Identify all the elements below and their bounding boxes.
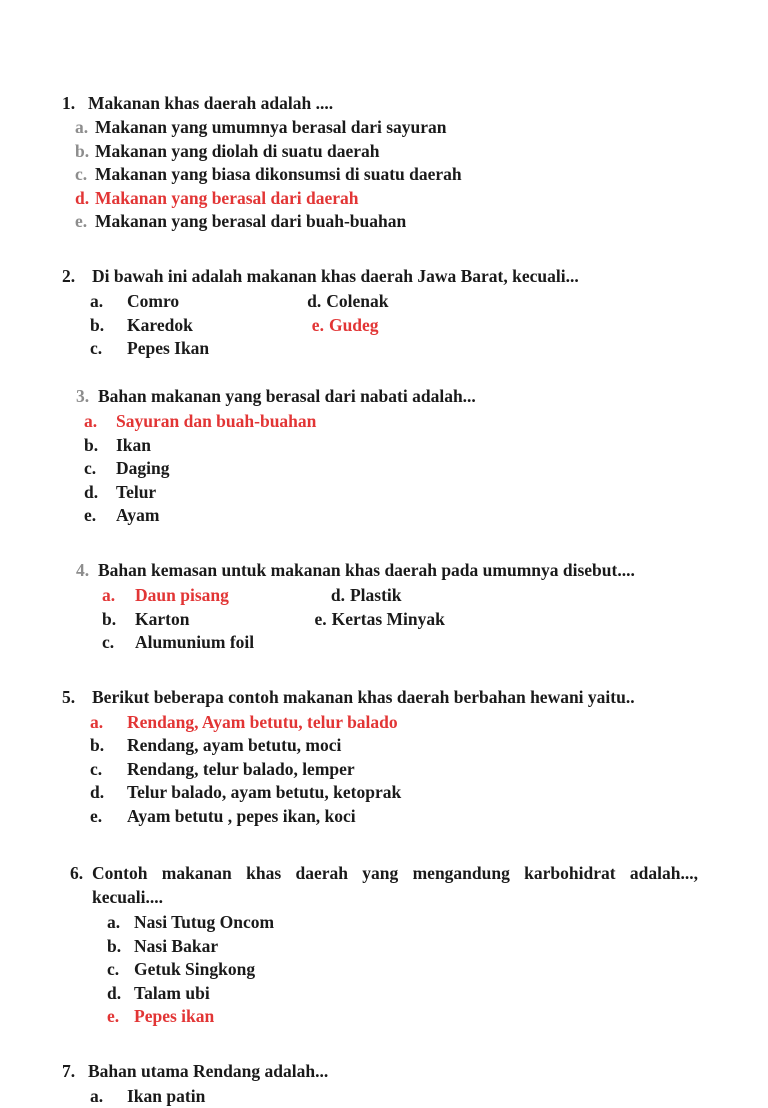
option-letter: b. [84, 434, 99, 455]
question-1-number: 1. [62, 93, 76, 113]
option-row[interactable] [84, 481, 698, 505]
option-row-selected[interactable] [75, 187, 698, 211]
question-block-1 [62, 92, 698, 234]
option-letter: c. [90, 758, 103, 779]
question-7-line [62, 1060, 698, 1083]
option-row[interactable] [90, 805, 698, 829]
question-4-line [76, 559, 698, 582]
option-row[interactable] [107, 958, 698, 982]
option-text: Nasi Bakar [134, 935, 219, 956]
option-letter: a. [90, 291, 104, 312]
option-text: Comro [127, 291, 180, 312]
option-text: Telur balado, ayam betutu, ketoprak [127, 782, 402, 803]
question-block-5 [62, 686, 698, 829]
option-letter: d. [75, 187, 90, 208]
option-row[interactable] [107, 982, 698, 1006]
question-6-line [70, 862, 698, 909]
option-text: Karedok [127, 314, 193, 335]
option-text: Telur [116, 481, 157, 502]
question-6-number: 6. [70, 863, 84, 884]
option-row[interactable] [90, 337, 698, 361]
option-letter: c. [107, 959, 120, 980]
question-block-2 [62, 265, 698, 361]
question-2-text: Di bawah ini adalah makanan khas daerah Jawa Barat, kecuali... [92, 265, 579, 286]
option-letter: a. [90, 711, 104, 732]
question-4-options [76, 584, 698, 655]
option-text: Pepes ikan [134, 1006, 215, 1027]
spacer [62, 542, 698, 559]
question-4-number: 4. [76, 559, 90, 580]
option-text: Rendang, telur balado, lemper [127, 758, 355, 779]
question-6-options [70, 911, 698, 1029]
question-1-line [62, 92, 698, 115]
option-letter: d. [307, 291, 322, 312]
option-text: Talam ubi [134, 982, 210, 1003]
option-letter: c. [90, 338, 103, 359]
option-row[interactable] [84, 434, 698, 458]
option-text: Nasi Tutug Oncom [134, 912, 275, 933]
option-text: Ayam [116, 505, 160, 526]
option-text: Daging [116, 458, 170, 479]
option-row[interactable] [90, 734, 698, 758]
option-letter: e. [107, 1006, 120, 1027]
question-7-text: Bahan utama Rendang adalah... [88, 1060, 329, 1081]
option-text: Makanan yang berasal dari buah-buahan [95, 211, 407, 232]
option-text: Makanan yang diolah di suatu daerah [95, 140, 380, 161]
spacer [62, 375, 698, 385]
option-text: Ikan patin [127, 1085, 206, 1106]
question-1-text: Makanan khas daerah adalah .... [88, 93, 334, 113]
question-block-4 [62, 559, 698, 655]
option-letter: b. [90, 735, 105, 756]
option-letter: e. [84, 505, 97, 526]
option-row[interactable] [90, 314, 698, 338]
option-text: Getuk Singkong [134, 959, 256, 980]
option-text: Alumunium foil [135, 632, 255, 653]
question-2-number: 2. [62, 265, 76, 286]
option-row[interactable] [90, 781, 698, 805]
option-letter: a. [90, 1085, 104, 1106]
question-block-7 [62, 1060, 698, 1108]
option-text: Rendang, Ayam betutu, telur balado [127, 711, 398, 732]
option-letter: c. [84, 458, 97, 479]
option-letter: e. [90, 805, 103, 826]
question-3-text: Bahan makanan yang berasal dari nabati adalah... [98, 385, 476, 406]
option-text: Ayam betutu , pepes ikan, koci [127, 805, 356, 826]
question-3-options [76, 410, 698, 528]
question-5-number: 5. [62, 686, 76, 707]
question-2-options [62, 290, 698, 361]
option-letter: c. [102, 632, 115, 653]
option-row-selected[interactable] [102, 584, 698, 608]
option-letter: b. [75, 140, 90, 161]
option-text: Makanan yang berasal dari daerah [95, 187, 359, 208]
question-7-options [62, 1085, 698, 1108]
question-4-text: Bahan kemasan untuk makanan khas daerah pada umumnya disebut.... [98, 559, 635, 580]
option-letter: b. [107, 935, 122, 956]
question-2-line [62, 265, 698, 288]
option-letter: d. [90, 782, 105, 803]
option-row[interactable] [84, 504, 698, 528]
option-text: Rendang, ayam betutu, moci [127, 735, 342, 756]
option-letter: c. [75, 164, 88, 185]
option-text: Pepes Ikan [127, 338, 210, 359]
question-3-number: 3. [76, 385, 90, 406]
option-row[interactable] [107, 935, 698, 959]
option-letter: a. [107, 912, 121, 933]
question-block-3 [62, 385, 698, 528]
option-letter: d. [84, 481, 99, 502]
option-row[interactable] [90, 290, 698, 314]
question-1-options [62, 116, 698, 234]
question-5-line [62, 686, 698, 709]
option-row[interactable] [75, 210, 698, 234]
option-text: Karton [135, 608, 190, 629]
spacer [62, 842, 698, 862]
option-row[interactable] [75, 140, 698, 164]
option-letter: e. [311, 314, 324, 335]
option-row[interactable] [107, 911, 698, 935]
option-row[interactable] [84, 457, 698, 481]
question-block-6 [62, 862, 698, 1028]
option-text: Makanan yang umumnya berasal dari sayuran [95, 117, 447, 138]
question-5-text: Berikut beberapa contoh makanan khas daerah berbahan hewani yaitu.. [92, 686, 635, 707]
option-row[interactable] [90, 1085, 698, 1108]
option-letter: b. [90, 314, 105, 335]
option-row[interactable] [102, 631, 698, 655]
option-row[interactable] [75, 116, 698, 140]
question-5-options [62, 711, 698, 829]
option-row-selected[interactable] [107, 1005, 698, 1029]
option-letter: a. [102, 584, 116, 605]
question-6-text: Contoh makanan khas daerah yang mengandung karbohidrat adalah..., kecuali.... [92, 863, 698, 907]
option-row[interactable] [102, 608, 698, 632]
option-letter: a. [75, 117, 89, 138]
option-text: Gudeg [328, 314, 379, 335]
option-letter: d. [330, 584, 345, 605]
option-text: Plastik [349, 584, 402, 605]
option-row-selected[interactable] [84, 410, 698, 434]
spacer [62, 669, 698, 686]
option-text: Kertas Minyak [331, 608, 445, 629]
spacer [62, 1043, 698, 1060]
option-text: Makanan yang biasa dikonsumsi di suatu daerah [95, 164, 462, 185]
spacer [62, 248, 698, 265]
option-row[interactable] [75, 163, 698, 187]
option-letter: e. [314, 608, 327, 629]
option-letter: a. [84, 411, 98, 432]
option-letter: e. [75, 211, 88, 232]
option-text: Ikan [116, 434, 152, 455]
option-text: Daun pisang [135, 584, 229, 605]
question-3-line [76, 385, 698, 408]
option-text: Colenak [326, 291, 389, 312]
option-letter: b. [102, 608, 117, 629]
option-row[interactable] [90, 758, 698, 782]
option-letter: d. [107, 982, 122, 1003]
option-text: Sayuran dan buah-buahan [116, 411, 317, 432]
option-row-selected[interactable] [90, 711, 698, 735]
question-7-number: 7. [62, 1060, 76, 1081]
